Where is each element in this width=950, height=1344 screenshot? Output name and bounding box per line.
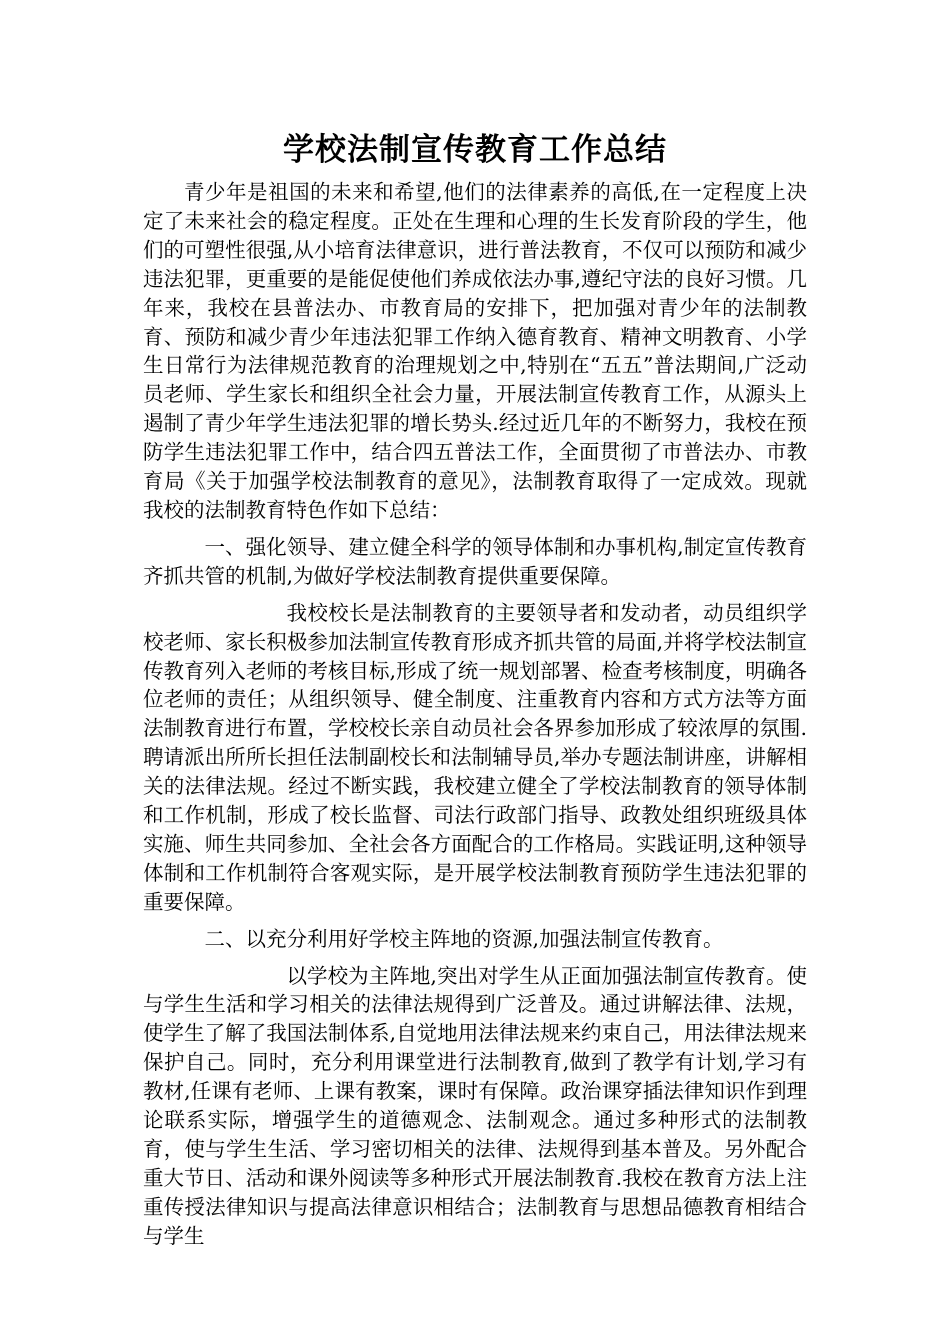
document-title: 学校法制宣传教育工作总结: [283, 132, 667, 168]
document-body: [143, 128, 807, 1251]
section-1-paragraph: 我校校长是法制教育的主要领导者和发动者，动员组织学校老师、家长积极参加法制宣传教育形成齐抓共管的局面,并将学校法制宣传教育列入老师的考核目标,形成了统一规划部署、检查考核制度，明确各位老师的责任；从组织领导、健全制度、注重教育内容和方式方法等方面法制教育进行布置，学校校长亲自动员社会各界参加形成了较浓厚的氛围.聘请派出所所长担任法制副校长和法制辅导员,举办专题法制讲座，讲解相关的法律法规。经过不断实践，我校建立健全了学校法制教育的领导体制和工作机制，形成了校长监督、司法行政部门指导、政教处组织班级具体实施、师生共同参加、全社会各方面配合的工作格局。实践证明,这种领导体制和工作机制符合客观实际，是开展学校法制教育预防学生违法犯罪的重要保障。: [143, 600, 807, 914]
section-heading-2: 二、以充分利用好学校主阵地的资源,加强法制宣传教育。: [204, 926, 724, 951]
section-heading-1: 一、强化领导、建立健全科学的领导体制和办事机构,制定宣传教育齐抓共管的机制,为做好学校法制教育提供重要保障。: [143, 534, 807, 588]
section-2-paragraph: 以学校为主阵地,突出对学生从正面加强法制宣传教育。使与学生生活和学习相关的法律法规得到广泛普及。通过讲解法律、法规，使学生了解了我国法制体系,自觉地用法律法规来约束自己，用法律法规来保护自己。同时，充分利用课堂进行法制教育,做到了教学有计划,学习有教材,任课有老师、上课有教案，课时有保障。政治课穿插法律知识作到理论联系实际，增强学生的道德观念、法制观念。通过多种形式的法制教育，使与学生生活、学习密切相关的法律、法规得到基本普及。另外配合重大节日、活动和课外阅读等多种形式开展法制教育.我校在教育方法上注重传授法律知识与提高法律意识相结合；法制教育与思想品德教育相结合与学生: [143, 963, 807, 1248]
intro-paragraph: 青少年是祖国的未来和希望,他们的法律素养的高低,在一定程度上决定了未来社会的稳定程度。正处在生理和心理的生长发育阶段的学生，他们的可塑性很强,从小培育法律意识，进行普法教育，不仅可以预防和减少违法犯罪，更重要的是能促使他们养成依法办事,遵纪守法的良好习惯。几年来，我校在县普法办、市教育局的安排下，把加强对青少年的法制教育、预防和减少青少年违法犯罪工作纳入德育教育、精神文明教育、小学生日常行为法律规范教育的治理规划之中,特别在“五五”普法期间,广泛动员老师、学生家长和组织全社会力量，开展法制宣传教育工作，从源头上遏制了青少年学生违法犯罪的增长势头.经过近几年的不断努力，我校在预防学生违法犯罪工作中，结合四五普法工作，全面贯彻了市普法办、市教育局《关于加强学校法制教育的意见》，法制教育取得了一定成效。现就我校的法制教育特色作如下总结：: [143, 180, 807, 522]
